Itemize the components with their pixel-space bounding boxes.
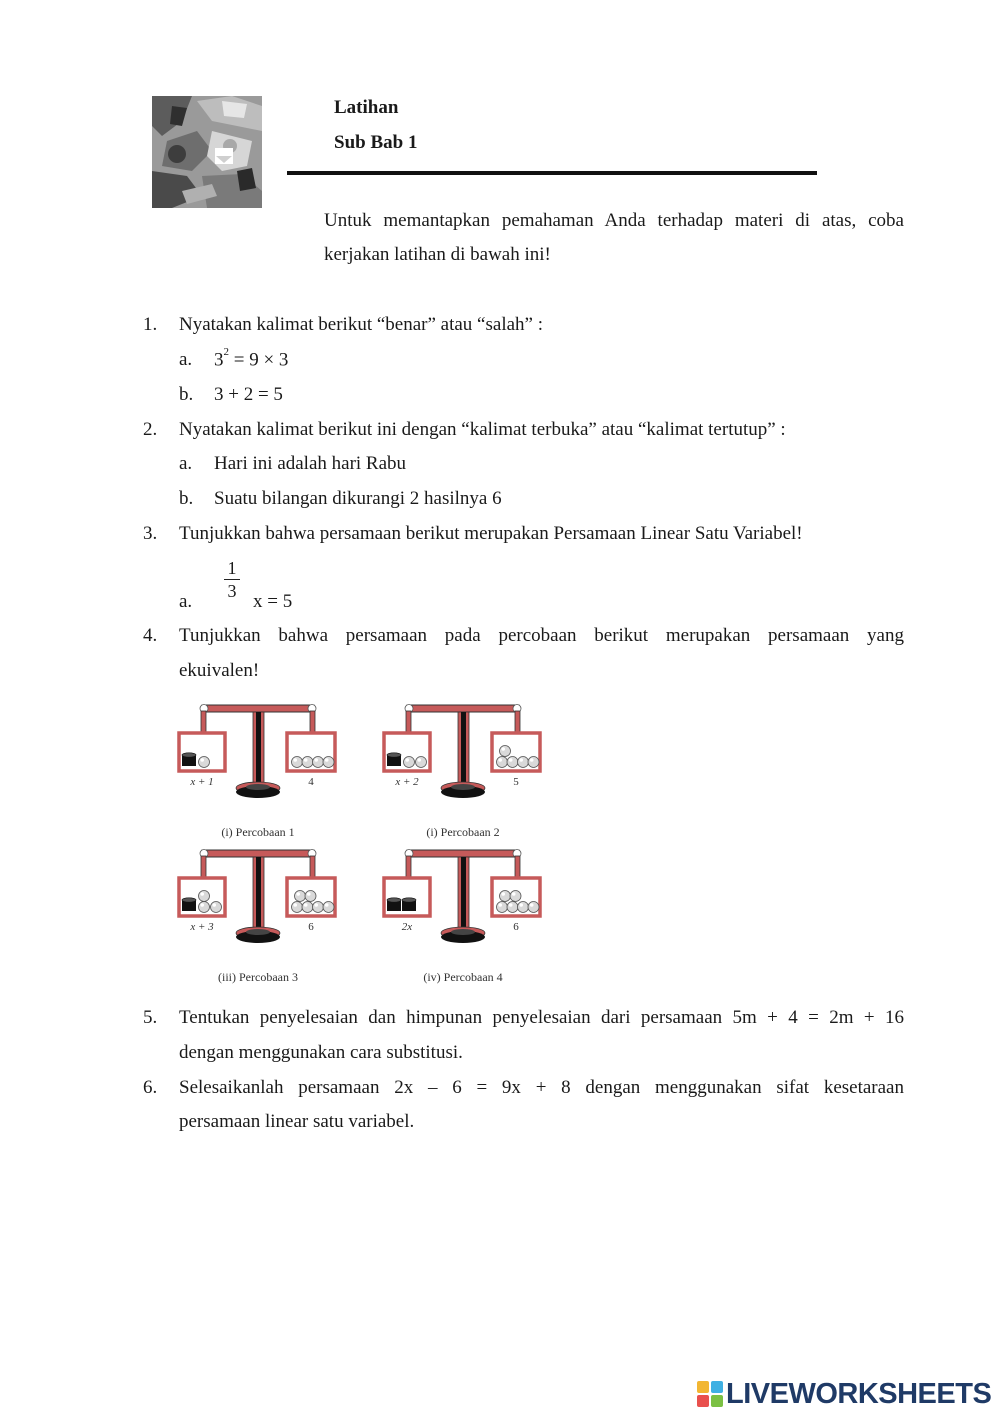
ball-highlight [212, 903, 216, 907]
left-pan-label: x + 3 [190, 921, 214, 933]
ball-highlight [200, 758, 204, 762]
balance-post-core [256, 712, 261, 784]
ball-highlight [293, 903, 297, 907]
balance-caption: (iv) Percobaan 4 [423, 970, 503, 984]
balance-beam [202, 705, 314, 712]
item-letter: a. [179, 453, 193, 474]
right-pan-label: 4 [308, 776, 314, 788]
question-text-line-1: Tentukan penyelesaian dan himpunan penyelesaian dari persamaan 5m + 4 = 2m + 16 [179, 1007, 904, 1028]
can-lid [182, 898, 196, 902]
intro-line-2: kerjakan latihan di bawah ini! [324, 244, 551, 265]
right-pan-label: 5 [513, 776, 519, 788]
ball [323, 757, 334, 768]
ball-highlight [509, 903, 513, 907]
question-number: 2. [143, 419, 158, 440]
item-base: 3 [214, 349, 224, 371]
question-text: Nyatakan kalimat berikut “benar” atau “salah” : [179, 314, 543, 335]
left-hanger [406, 856, 411, 878]
question-number: 6. [143, 1077, 158, 1098]
ball-highlight [530, 758, 534, 762]
ball [497, 902, 508, 913]
fraction-bar [224, 579, 240, 580]
ball-highlight [498, 758, 502, 762]
item-letter: b. [179, 488, 194, 509]
left-pan-label: x + 1 [190, 776, 214, 788]
ball-highlight [498, 903, 502, 907]
ball-highlight [512, 892, 516, 896]
balance-base-top [246, 929, 270, 935]
fraction-numerator: 1 [227, 558, 237, 578]
balance-caption: (iii) Percobaan 3 [218, 970, 298, 984]
question-number: 1. [143, 314, 158, 335]
balance-post-core [461, 857, 466, 929]
ball [211, 902, 222, 913]
can-lid [387, 753, 401, 757]
balance-caption: (i) Percobaan 1 [221, 825, 295, 839]
page-subtitle: Sub Bab 1 [334, 132, 418, 153]
can-lid [402, 898, 416, 902]
intro-line-1: Untuk memantapkan pemahaman Anda terhadap materi di atas, coba [324, 210, 904, 231]
logo-text: LIVEWORKSHEETS [726, 1377, 992, 1410]
left-hanger [201, 856, 206, 878]
question-text-line-2: ekuivalen! [179, 660, 260, 681]
ball [510, 891, 521, 902]
item-expression [214, 346, 289, 371]
item-text: Suatu bilangan dikurangi 2 hasilnya 6 [214, 488, 502, 509]
logo-mark-icon [697, 1381, 723, 1407]
item-rest: = 9 × 3 [229, 349, 289, 371]
ball-highlight [519, 903, 523, 907]
ball [313, 757, 324, 768]
item-text: Hari ini adalah hari Rabu [214, 453, 407, 474]
balance-base-top [451, 784, 475, 790]
fraction-denominator: 3 [227, 581, 237, 601]
question-text-line-2: persamaan linear satu variabel. [179, 1111, 415, 1132]
right-pan-label: 6 [513, 921, 519, 933]
item-letter: a. [179, 591, 193, 612]
ball-highlight [304, 758, 308, 762]
right-hanger [515, 711, 520, 733]
left-pan-label: x + 2 [395, 776, 419, 788]
balance-beam [407, 850, 519, 857]
ball-highlight [519, 758, 523, 762]
balance-scale [384, 705, 540, 840]
question-text-line-2: dengan menggunakan cara substitusi. [179, 1042, 463, 1063]
ball [416, 757, 427, 768]
liveworksheets-logo[interactable] [697, 1378, 991, 1410]
ball [507, 757, 518, 768]
right-pan-label: 6 [308, 921, 314, 933]
right-hanger [310, 856, 315, 878]
ball-highlight [200, 892, 204, 896]
balance-beam [407, 705, 519, 712]
ball-highlight [200, 903, 204, 907]
ball [302, 757, 313, 768]
balance-figures [170, 695, 560, 985]
ball [199, 757, 210, 768]
question-number: 4. [143, 625, 158, 646]
item-text: 3 + 2 = 5 [214, 384, 283, 405]
left-pan-label: 2x [401, 921, 413, 933]
right-hanger [310, 711, 315, 733]
balance-figure-svg [170, 695, 560, 985]
ball-highlight [501, 892, 505, 896]
ball [323, 902, 334, 913]
fraction [222, 558, 242, 601]
item-exponent: 2 [223, 346, 229, 358]
ball [500, 746, 511, 757]
ball [518, 757, 529, 768]
can-lid [182, 753, 196, 757]
page-title: Latihan [334, 97, 399, 118]
ball-highlight [325, 758, 329, 762]
ball [528, 902, 539, 913]
balance-base-top [451, 929, 475, 935]
ball [404, 757, 415, 768]
left-hanger [406, 711, 411, 733]
balance-caption: (i) Percobaan 2 [426, 825, 500, 839]
item-letter: b. [179, 384, 194, 405]
ball-highlight [296, 892, 300, 896]
ball [305, 891, 316, 902]
ball-highlight [293, 758, 297, 762]
balance-scale [179, 705, 335, 840]
ball-highlight [501, 747, 505, 751]
balance-scale [179, 850, 335, 985]
ball-highlight [307, 892, 311, 896]
header-photo [152, 96, 262, 208]
question-text-line-1: Tunjukkan bahwa persamaan pada percobaan berikut merupakan persamaan yang [179, 625, 904, 646]
ball [199, 902, 210, 913]
ball [199, 891, 210, 902]
ball-highlight [314, 903, 318, 907]
ball [518, 902, 529, 913]
ball-highlight [509, 758, 513, 762]
ball-highlight [530, 903, 534, 907]
can-lid [387, 898, 401, 902]
ball [302, 902, 313, 913]
ball-highlight [304, 903, 308, 907]
question-number: 3. [143, 523, 158, 544]
ball-highlight [405, 758, 409, 762]
item-equation: x = 5 [253, 591, 293, 612]
ball [292, 757, 303, 768]
ball [507, 902, 518, 913]
ball-highlight [325, 903, 329, 907]
question-text: Nyatakan kalimat berikut ini dengan “kalimat terbuka” atau “kalimat tertutup” : [179, 419, 786, 440]
balance-base-top [246, 784, 270, 790]
title-divider [287, 171, 817, 175]
ball [292, 902, 303, 913]
ball [528, 757, 539, 768]
ball [497, 757, 508, 768]
ball-highlight [417, 758, 421, 762]
item-letter: a. [179, 349, 193, 370]
ball [295, 891, 306, 902]
balance-beam [202, 850, 314, 857]
ball-highlight [314, 758, 318, 762]
right-hanger [515, 856, 520, 878]
question-text-line-1: Selesaikanlah persamaan 2x – 6 = 9x + 8 dengan menggunakan sifat kesetaraan [179, 1077, 904, 1098]
balance-post-core [256, 857, 261, 929]
ball [313, 902, 324, 913]
balance-post-core [461, 712, 466, 784]
question-text: Tunjukkan bahwa persamaan berikut merupakan Persamaan Linear Satu Variabel! [179, 523, 803, 544]
ball [500, 891, 511, 902]
balance-scale [384, 850, 540, 985]
left-hanger [201, 711, 206, 733]
question-number: 5. [143, 1007, 158, 1028]
